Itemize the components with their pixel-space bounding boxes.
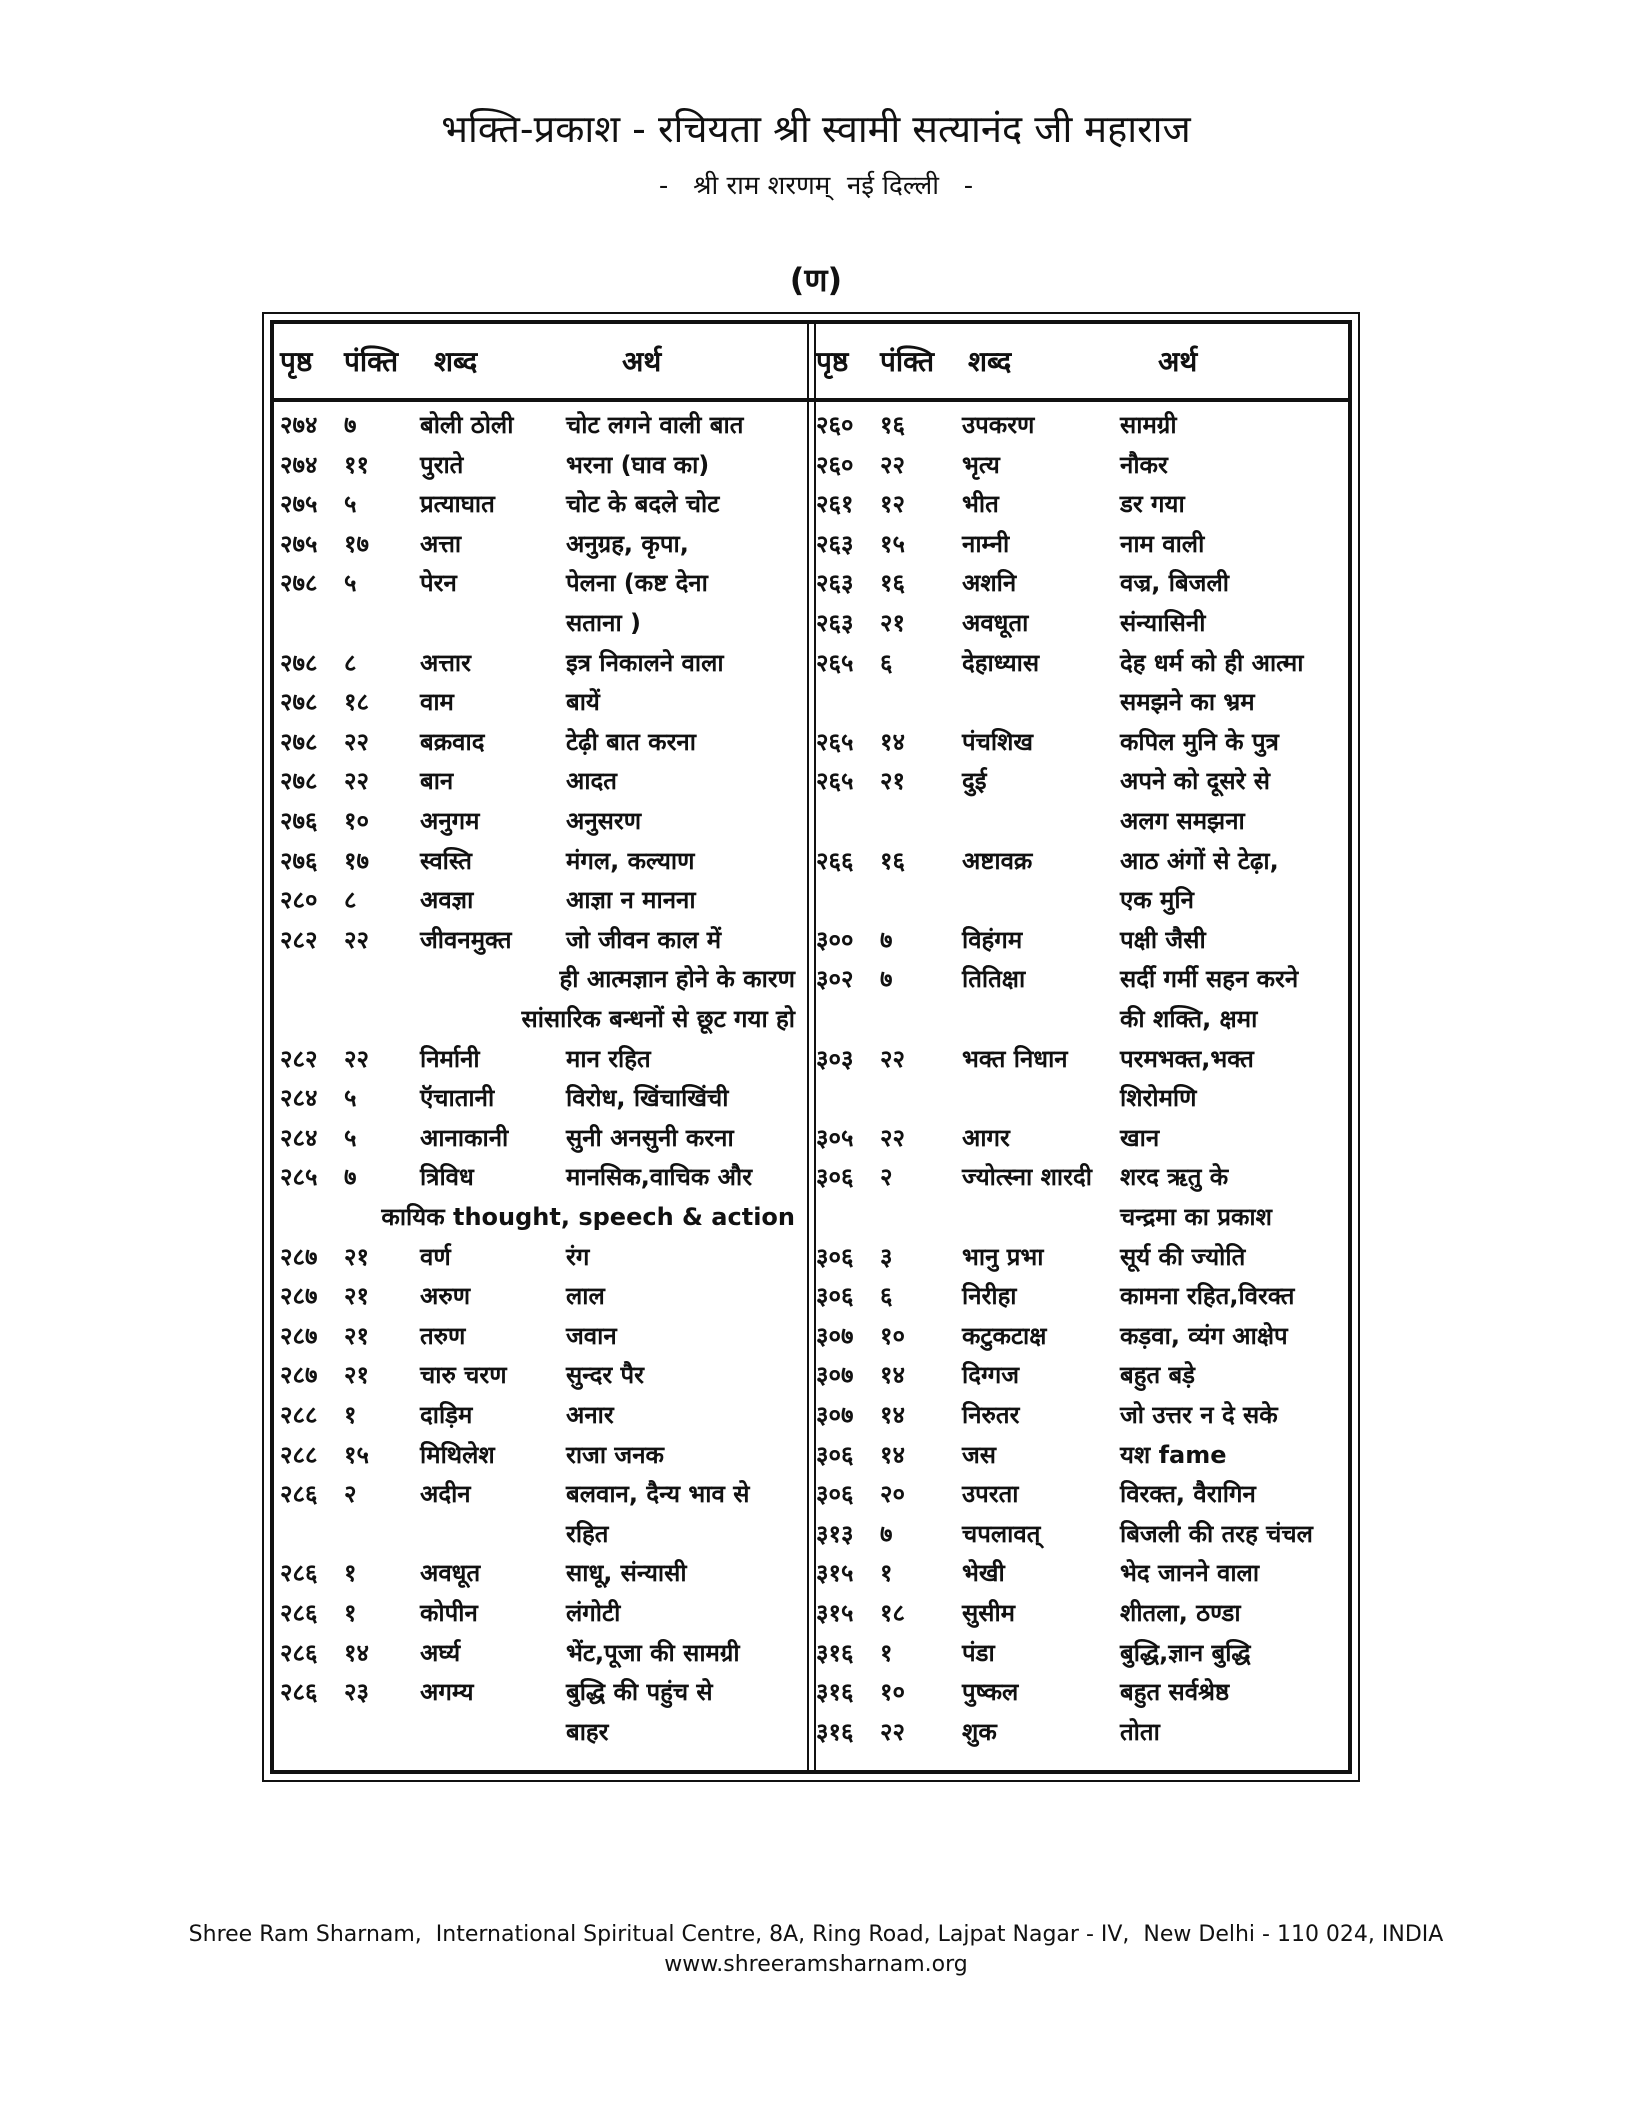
- cell-page: ३०६: [816, 1242, 854, 1271]
- cell-word: अवज्ञा: [420, 886, 474, 915]
- cell-page: २८७: [280, 1361, 318, 1390]
- table-row: [0, 1237, 1632, 1277]
- cell-word: भीत: [962, 490, 999, 519]
- cell-line: २२: [880, 450, 905, 479]
- cell-word: देहाध्यास: [962, 648, 1040, 677]
- cell-meaning: जो जीवन काल में: [566, 925, 722, 954]
- cell-page: ३१५: [816, 1599, 854, 1627]
- cell-word: दुई: [962, 767, 987, 796]
- cell-page: २७४: [280, 450, 318, 479]
- right-header-meaning: अर्थ: [1158, 345, 1198, 378]
- right-header-line: पंक्ति: [880, 345, 935, 378]
- cell-word: निरुतर: [962, 1401, 1020, 1429]
- cell-meaning: रंग: [566, 1242, 590, 1271]
- cell-meaning: खान: [1120, 1123, 1160, 1152]
- cell-page: २६५: [816, 727, 854, 756]
- table-row: [0, 1474, 1632, 1514]
- table-row: [0, 524, 1632, 564]
- cell-word: ऍचातानी: [420, 1084, 495, 1113]
- cell-line: १: [344, 1401, 357, 1429]
- cell-line: ७: [880, 1519, 893, 1548]
- cell-meaning: अनुग्रह, कृपा,: [566, 529, 689, 558]
- cell-word: पंडा: [962, 1638, 995, 1667]
- cell-page: २८५: [280, 1163, 318, 1192]
- table-row: [0, 445, 1632, 485]
- cell-line: २१: [344, 1321, 369, 1350]
- cell-page: २८४: [280, 1123, 318, 1152]
- table-row: [0, 880, 1632, 920]
- cell-meaning: कपिल मुनि के पुत्र: [1120, 727, 1279, 756]
- cell-meaning: पेलना (कष्ट देना: [566, 569, 708, 598]
- table-row: [0, 959, 1632, 999]
- cell-meaning: बुद्धि,ज्ञान बुद्धि: [1120, 1638, 1251, 1667]
- cell-word: उपरता: [962, 1480, 1019, 1509]
- cell-word: वाम: [420, 688, 454, 717]
- cell-line: १५: [880, 529, 905, 558]
- cell-page: २८८: [280, 1440, 318, 1469]
- cell-page: २६६: [816, 846, 854, 875]
- cell-line: १०: [880, 1678, 905, 1707]
- cell-page: २७८: [280, 767, 318, 796]
- cell-line: १७: [344, 846, 369, 875]
- cell-meaning: संन्यासिनी: [1120, 609, 1206, 637]
- cell-meaning: सुन्दर पैर: [566, 1361, 645, 1390]
- cell-word: पंचशिख: [962, 727, 1034, 756]
- cell-meaning: अनुसरण: [566, 807, 642, 835]
- cell-line: १८: [344, 688, 369, 717]
- cell-page: ३०६: [816, 1480, 854, 1509]
- left-header-page: पृष्ठ: [280, 345, 313, 378]
- table-row: [0, 1395, 1632, 1435]
- cell-line: १०: [880, 1321, 905, 1350]
- cell-line: २२: [880, 1123, 905, 1152]
- cell-page: २८६: [280, 1678, 318, 1707]
- cell-word: प्रत्याघात: [420, 490, 495, 519]
- cell-meaning: विरोध, खिंचाखिंची: [566, 1084, 729, 1113]
- cell-line: ६: [880, 1282, 893, 1311]
- table-row: [0, 643, 1632, 683]
- cell-line: १४: [344, 1638, 369, 1667]
- cell-line: १६: [880, 846, 905, 875]
- cell-word: भानु प्रभा: [962, 1242, 1044, 1271]
- cell-line: २३: [344, 1678, 369, 1707]
- left-header-line: पंक्ति: [344, 345, 399, 378]
- cell-meaning: सर्दी गर्मी सहन करने: [1120, 965, 1299, 994]
- cell-line: ८: [344, 886, 357, 915]
- cell-meaning: सामग्री: [1120, 411, 1177, 439]
- cell-word: निरीहा: [962, 1282, 1017, 1311]
- cell-line: २: [880, 1163, 893, 1192]
- cell-meaning: आज्ञा न मानना: [566, 886, 696, 915]
- cell-word: आगर: [962, 1123, 1010, 1152]
- cell-page: ३०२: [816, 965, 854, 994]
- cell-word: पुष्कल: [962, 1678, 1019, 1707]
- cell-meaning: की शक्ति, क्षमा: [1120, 1005, 1258, 1033]
- table-row: [0, 999, 1632, 1039]
- document-subtitle: - श्री राम शरणम् नई दिल्ली -: [658, 171, 974, 201]
- table-row: [0, 1553, 1632, 1593]
- cell-line: १६: [880, 411, 905, 439]
- cell-line: २२: [880, 1044, 905, 1073]
- left-header-meaning: अर्थ: [622, 345, 662, 378]
- cell-page: २७६: [280, 807, 318, 835]
- cell-line: ७: [344, 411, 357, 439]
- cell-meaning: राजा जनक: [566, 1440, 664, 1469]
- table-row: [0, 761, 1632, 801]
- cell-meaning: रहित: [566, 1519, 609, 1548]
- cell-page: ३००: [816, 925, 854, 954]
- cell-word: अगम्य: [420, 1678, 474, 1707]
- cell-meaning: अपने को दूसरे से: [1120, 767, 1271, 796]
- cell-meaning: मान रहित: [566, 1044, 651, 1073]
- cell-line: २: [344, 1480, 357, 1509]
- table-row: [0, 1039, 1632, 1079]
- table-row: [0, 1633, 1632, 1673]
- cell-page: २८४: [280, 1084, 318, 1113]
- left-header-word: शब्द: [434, 345, 478, 378]
- cell-line: २२: [344, 767, 369, 796]
- cell-line: १: [344, 1559, 357, 1588]
- cell-meaning: साधू, संन्यासी: [566, 1559, 687, 1588]
- cell-page: ३१६: [816, 1678, 854, 1707]
- cell-page: २८७: [280, 1282, 318, 1311]
- cell-line: २२: [880, 1717, 905, 1746]
- cell-meaning: बायें: [566, 688, 600, 717]
- cell-page: २६५: [816, 648, 854, 677]
- cell-page: २७५: [280, 490, 318, 519]
- cell-word: अष्टावक्र: [962, 846, 1033, 875]
- table-row: [0, 1197, 1632, 1237]
- cell-line: १: [344, 1599, 357, 1627]
- footer-website: www.shreeramsharnam.org: [664, 1952, 968, 1977]
- cell-meaning: शरद ऋतु के: [1120, 1163, 1229, 1192]
- cell-line: २२: [344, 925, 369, 954]
- cell-line: ५: [344, 569, 357, 598]
- cell-meaning: नौकर: [1120, 450, 1168, 479]
- cell-word: ज्योत्स्ना शारदी: [962, 1163, 1092, 1192]
- cell-page: २७८: [280, 648, 318, 677]
- cell-word: अरुण: [420, 1282, 471, 1311]
- cell-meaning: भेंट,पूजा की सामग्री: [566, 1638, 740, 1667]
- cell-line: २०: [880, 1480, 905, 1509]
- cell-meaning: बाहर: [566, 1717, 609, 1746]
- cell-line: १५: [344, 1440, 369, 1469]
- table-row: [0, 603, 1632, 643]
- cell-meaning: सांसारिक बन्धनों से छूट गया हो: [521, 1005, 795, 1033]
- cell-meaning: लाल: [566, 1282, 605, 1311]
- cell-page: २७५: [280, 529, 318, 558]
- cell-word: त्रिविध: [420, 1163, 474, 1192]
- cell-page: ३१५: [816, 1559, 854, 1588]
- cell-word: भृत्य: [962, 450, 1000, 479]
- cell-word: तितिक्षा: [962, 965, 1026, 994]
- cell-meaning: लंगोटी: [566, 1599, 621, 1627]
- cell-meaning: मानसिक,वाचिक और: [566, 1163, 753, 1192]
- cell-word: अर्घ्य: [420, 1638, 461, 1667]
- cell-word: उपकरण: [962, 411, 1035, 439]
- cell-word: वर्ण: [420, 1242, 451, 1271]
- cell-page: २८७: [280, 1242, 318, 1271]
- cell-word: सुसीम: [962, 1599, 1016, 1627]
- cell-page: २७८: [280, 569, 318, 598]
- cell-page: २८७: [280, 1321, 318, 1350]
- cell-meaning: अनार: [566, 1401, 614, 1429]
- table-row: [0, 722, 1632, 762]
- cell-page: २६०: [816, 411, 854, 439]
- cell-meaning: बिजली की तरह चंचल: [1120, 1519, 1313, 1548]
- cell-line: १२: [880, 490, 905, 519]
- page-number: (ण): [789, 261, 843, 299]
- cell-line: ७: [880, 965, 893, 994]
- cell-word: तरुण: [420, 1321, 466, 1350]
- cell-line: ५: [344, 1123, 357, 1152]
- cell-page: २७८: [280, 688, 318, 717]
- cell-line: १४: [880, 727, 905, 756]
- table-row: [0, 484, 1632, 524]
- cell-meaning: जो उत्तर न दे सके: [1120, 1401, 1278, 1429]
- table-row: [0, 841, 1632, 881]
- cell-page: २६३: [816, 609, 854, 637]
- cell-meaning: पक्षी जैसी: [1120, 925, 1206, 954]
- table-row: [0, 1118, 1632, 1158]
- cell-page: २८८: [280, 1401, 318, 1429]
- cell-meaning: जवान: [566, 1321, 617, 1350]
- cell-meaning: सूर्य की ज्योति: [1120, 1242, 1246, 1271]
- cell-meaning: चोट के बदले चोट: [566, 490, 720, 519]
- cell-meaning: टेढ़ी बात करना: [566, 727, 696, 756]
- cell-page: ३१३: [816, 1519, 854, 1548]
- cell-line: १७: [344, 529, 369, 558]
- cell-page: २६१: [816, 490, 854, 519]
- document-title: भक्ति-प्रकाश - रचियता श्री स्वामी सत्यानंद जी महाराज: [441, 107, 1191, 151]
- cell-meaning: तोता: [1120, 1717, 1160, 1746]
- cell-meaning: मंगल, कल्याण: [566, 846, 695, 875]
- cell-word: मिथिलेश: [420, 1440, 495, 1469]
- cell-word: बान: [420, 767, 454, 796]
- right-header-word: शब्द: [968, 345, 1012, 378]
- cell-meaning: सुनी अनसुनी करना: [566, 1123, 734, 1152]
- cell-word: नाम्नी: [962, 529, 1010, 558]
- cell-page: २६०: [816, 450, 854, 479]
- cell-word: भेखी: [962, 1559, 1005, 1588]
- cell-word: बक्रवाद: [420, 727, 485, 756]
- cell-word: निर्मानी: [420, 1044, 480, 1073]
- cell-word: भक्त निधान: [962, 1044, 1068, 1073]
- cell-line: १४: [880, 1401, 905, 1429]
- cell-line: ३: [880, 1242, 893, 1271]
- cell-word: पेरन: [420, 569, 457, 598]
- cell-word: कोपीन: [420, 1599, 478, 1627]
- cell-page: ३०५: [816, 1123, 854, 1152]
- cell-page: ३०६: [816, 1440, 854, 1469]
- cell-meaning: शिरोमणि: [1120, 1084, 1197, 1113]
- cell-meaning: कड़वा, व्यंग आक्षेप: [1120, 1321, 1288, 1350]
- cell-word: विहंगम: [962, 925, 1023, 954]
- cell-page: २८६: [280, 1559, 318, 1588]
- table-row: [0, 563, 1632, 603]
- table-row: [0, 1316, 1632, 1356]
- cell-line: २१: [344, 1242, 369, 1271]
- cell-page: २८६: [280, 1638, 318, 1667]
- cell-meaning: यश fame: [1120, 1440, 1227, 1469]
- cell-meaning: बहुत बड़े: [1120, 1361, 1196, 1390]
- table-row: [0, 1355, 1632, 1395]
- cell-meaning: समझने का भ्रम: [1120, 688, 1255, 717]
- cell-word: अशनि: [962, 569, 1017, 598]
- cell-line: ७: [344, 1163, 357, 1192]
- cell-word: दिग्गज: [962, 1361, 1020, 1390]
- cell-page: २८०: [280, 886, 318, 915]
- cell-line: २१: [880, 609, 905, 637]
- cell-line: १६: [880, 569, 905, 598]
- cell-page: ३०७: [816, 1361, 854, 1390]
- right-header-page: पृष्ठ: [816, 345, 849, 378]
- cell-page: २७४: [280, 411, 318, 439]
- table-row: [0, 1078, 1632, 1118]
- cell-word: अत्तार: [420, 648, 471, 677]
- cell-meaning: इत्र निकालने वाला: [566, 648, 724, 677]
- table-row: [0, 405, 1632, 445]
- cell-meaning: कामना रहित,विरक्त: [1120, 1282, 1295, 1311]
- table-row: [0, 1672, 1632, 1712]
- cell-meaning: विरक्त, वैरागिन: [1120, 1480, 1256, 1509]
- table-row: [0, 1157, 1632, 1197]
- cell-word: दाड़िम: [420, 1401, 473, 1429]
- cell-word: अदीन: [420, 1480, 471, 1509]
- cell-line: २२: [344, 1044, 369, 1073]
- cell-meaning: बलवान, दैन्य भाव से: [566, 1480, 750, 1509]
- cell-page: २८२: [280, 925, 318, 954]
- table-row: [0, 1435, 1632, 1475]
- cell-word: अवधूता: [962, 609, 1029, 637]
- table-row: [0, 1514, 1632, 1554]
- cell-line: २१: [344, 1361, 369, 1390]
- cell-word: बोली ठोली: [420, 411, 514, 439]
- cell-meaning: आठ अंगों से टेढ़ा,: [1120, 846, 1279, 875]
- cell-page: २६५: [816, 767, 854, 796]
- cell-meaning: चन्द्रमा का प्रकाश: [1120, 1203, 1272, 1231]
- cell-line: ५: [344, 490, 357, 519]
- cell-line: २१: [880, 767, 905, 796]
- cell-page: ३१६: [816, 1638, 854, 1667]
- cell-line: ७: [880, 925, 893, 954]
- cell-word: शुक: [962, 1717, 997, 1746]
- table-row: [0, 682, 1632, 722]
- cell-meaning: आदत: [566, 767, 617, 796]
- cell-meaning: सताना ): [566, 609, 641, 637]
- cell-page: २६३: [816, 569, 854, 598]
- cell-word: आनाकानी: [420, 1123, 509, 1152]
- cell-meaning: एक मुनि: [1120, 886, 1194, 915]
- cell-page: २८२: [280, 1044, 318, 1073]
- cell-meaning: अलग समझना: [1120, 807, 1245, 835]
- cell-line: ६: [880, 648, 893, 677]
- cell-page: २६३: [816, 529, 854, 558]
- cell-line: १८: [880, 1599, 905, 1627]
- cell-line: २१: [344, 1282, 369, 1311]
- cell-line: १: [880, 1559, 893, 1588]
- table-row: [0, 920, 1632, 960]
- cell-word: चपलावत्: [962, 1519, 1041, 1548]
- cell-line: ११: [344, 450, 369, 479]
- cell-page: २७८: [280, 727, 318, 756]
- cell-word: पुराते: [420, 450, 464, 479]
- cell-word: स्वस्ति: [420, 846, 472, 875]
- cell-meaning: नाम वाली: [1120, 529, 1205, 558]
- cell-line: १४: [880, 1440, 905, 1469]
- cell-line: १४: [880, 1361, 905, 1390]
- cell-page: २७६: [280, 846, 318, 875]
- cell-meaning: भरना (घाव का): [566, 450, 710, 479]
- cell-meaning: वज्र, बिजली: [1120, 569, 1229, 598]
- footer-address: Shree Ram Sharnam, International Spiritual Centre, 8A, Ring Road, Lajpat Nagar - IV, New Delhi - 110 024, INDIA: [188, 1922, 1444, 1947]
- table-row: [0, 1712, 1632, 1752]
- cell-word: अवधूत: [420, 1559, 481, 1588]
- cell-page: ३१६: [816, 1717, 854, 1746]
- cell-page: ३०३: [816, 1044, 854, 1073]
- cell-meaning: डर गया: [1120, 490, 1185, 519]
- cell-meaning: देह धर्म को ही आत्मा: [1120, 648, 1304, 677]
- cell-line: १०: [344, 807, 369, 835]
- cell-page: ३०७: [816, 1321, 854, 1350]
- table-row: [0, 801, 1632, 841]
- cell-word: जीवनमुक्त: [420, 925, 512, 954]
- cell-meaning: बुद्धि की पहुंच से: [566, 1678, 713, 1707]
- cell-meaning: कायिक thought, speech & action: [381, 1203, 795, 1231]
- cell-word: कटुकटाक्ष: [962, 1321, 1047, 1350]
- cell-meaning: चोट लगने वाली बात: [566, 411, 744, 439]
- cell-line: १: [880, 1638, 893, 1667]
- cell-line: ८: [344, 648, 357, 677]
- table-row: [0, 1593, 1632, 1633]
- header-rule: [274, 398, 1348, 402]
- cell-meaning: बहुत सर्वश्रेष्ठ: [1120, 1678, 1230, 1707]
- cell-word: अत्ता: [420, 529, 462, 558]
- cell-word: चारु चरण: [420, 1361, 507, 1390]
- cell-page: २८६: [280, 1599, 318, 1627]
- cell-page: ३०६: [816, 1282, 854, 1311]
- cell-meaning: ही आत्मज्ञान होने के कारण: [559, 965, 795, 994]
- cell-meaning: शीतला, ठण्डा: [1120, 1599, 1241, 1627]
- cell-page: ३०७: [816, 1401, 854, 1429]
- cell-word: जस: [962, 1440, 997, 1469]
- cell-line: २२: [344, 727, 369, 756]
- cell-word: अनुगम: [420, 807, 480, 835]
- cell-page: २८६: [280, 1480, 318, 1509]
- cell-meaning: भेद जानने वाला: [1120, 1559, 1260, 1588]
- table-row: [0, 1276, 1632, 1316]
- cell-page: ३०६: [816, 1163, 854, 1192]
- cell-meaning: परमभक्त,भक्त: [1120, 1044, 1254, 1073]
- cell-line: ५: [344, 1084, 357, 1113]
